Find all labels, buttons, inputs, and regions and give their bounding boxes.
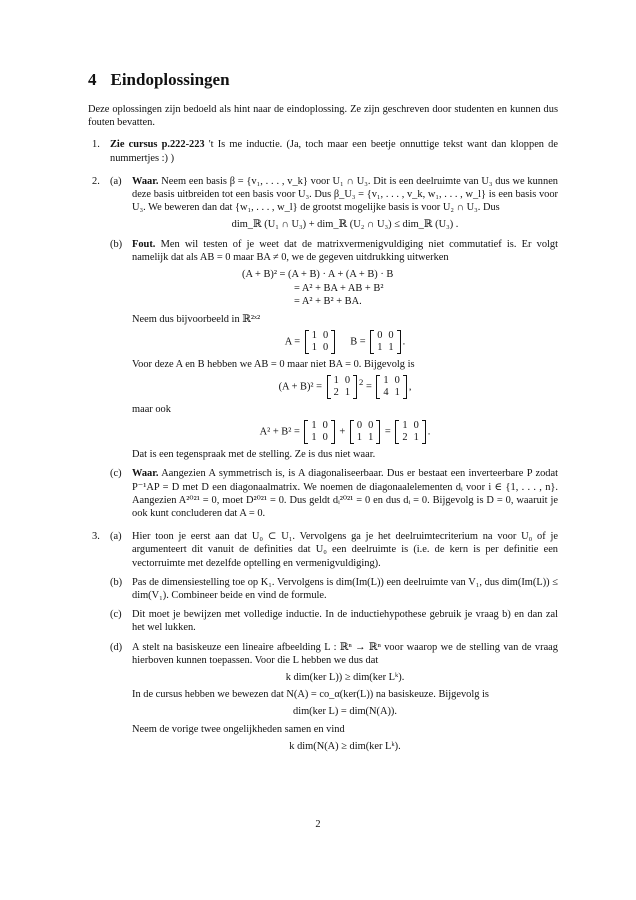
q2a-text: [132, 175, 558, 215]
sub-number: (a): [110, 531, 122, 543]
q1-text: [110, 138, 558, 164]
matrix-entry: 0: [322, 420, 328, 432]
q3d-text2: In de cursus hebben we bewezen dat N(A) = co_α(ker(L)) na basiskeuze. Bijgevolg is: [132, 689, 489, 701]
matrix-entry: 0: [344, 374, 351, 386]
derivation-line-1: (A + B)² = (A + B) · A + (A + B) · B: [242, 269, 394, 281]
section-number: 4: [88, 70, 97, 89]
matrix-entry: 0: [356, 420, 363, 432]
q2b-text5: Dat is een tegenspraak met de stelling. Ze is dus niet waar.: [132, 449, 376, 461]
sub-number: (b): [110, 238, 123, 250]
intro-paragraph: Deze oplossingen zijn bedoeld als hint naar de eindoplossing. Ze zijn geschreven door studenten en kunnen dus fouten bevatten.: [88, 104, 558, 129]
q3-b: [110, 576, 558, 602]
matrix-entry: 2: [333, 386, 339, 398]
derivation-line-2: = A² + BA + AB + B²: [294, 282, 384, 294]
matrix-entry: 1: [368, 432, 374, 444]
matrix-entry: 0: [388, 329, 394, 341]
q2c-verdict: Waar.: [132, 468, 159, 480]
matrix-entry: 1: [356, 432, 363, 444]
q3d-equation-3: k dim(N(A) ≥ dim(ker Lᵏ).: [289, 740, 401, 752]
question-2: [88, 175, 558, 520]
q2b-derivation: [242, 268, 558, 309]
q2-b: [110, 238, 558, 462]
q1-body: 't Is me inductie. (Ja, toch maar een beetje onnuttige tekst want dan kloppen de nummertjes :) ): [110, 139, 558, 164]
sub-number: (d): [110, 641, 123, 653]
matrix-b-label: B =: [350, 336, 366, 348]
sub-number: (c): [110, 609, 122, 621]
matrix-entry: 1: [311, 420, 317, 432]
q2a-equation: dim_ℝ (U₁ ∩ U₃) + dim_ℝ (U₂ ∩ U₃) ≤ dim_ℝ (U₃) .: [231, 219, 459, 231]
sub-number: (c): [110, 468, 122, 480]
sub-number: (b): [110, 576, 123, 588]
matrix-definitions: A = 1 0 1 0 B = 0 0 1 1 .: [284, 329, 406, 353]
square-label: (A + B)² =: [278, 381, 322, 393]
q3-subquestions: [110, 530, 558, 753]
matrix-entry: 0: [322, 432, 328, 444]
matrix-b-squared: [350, 420, 380, 444]
question-1: [88, 138, 558, 164]
question-number: 3.: [92, 531, 100, 543]
q2c-body: Aangezien A symmetrisch is, is A diagonaliseerbaar. Dus er bestaat een inverteerbare P zodat P⁻¹AP = D met D een diagonaalmatrix. We noemen de diagonaalelementen dᵢ voor i ∈ {1, . . . , n}. Aangezien A²⁰²¹ = 0, moet D²⁰²¹ = 0. Dus geldt dᵢ²⁰²¹ = 0 en dus dᵢ = 0. Bijgevolg is D = 0, waaruit je ook kunt concluderen dat A = 0.: [132, 468, 558, 519]
matrix-entry: 0: [368, 420, 374, 432]
derivation-line-3: = A² + B² + BA.: [294, 296, 362, 308]
q3b-text: Pas de dimensiestelling toe op K₁. Vervolgens is dim(Im(L)) een deelruimte van V₁, dus dim(Im(L)) ≤ dim(V₁). Combineer beide en vind de formule.: [132, 576, 558, 601]
q3a-text: Hier toon je eerst aan dat U₀ ⊂ U₁. Vervolgens ga je het deelruimtecriterium na voor U₀ of je argumenteert dit vanuit de definities dat U₀ een deelruimte is (i.e. de kern is per definitie een vectorruimte met dezelfde optelling en vermenigvuldiging).: [132, 531, 558, 569]
matrix-a-label: A =: [284, 336, 301, 348]
q3d-text: A stelt na basiskeuze een lineaire afbeelding L : ℝⁿ → ℝⁿ voor waarop we de stelling van de vraag hierboven kunnen toepassen. Voor die L hebben we dus dat: [132, 641, 558, 666]
q3d-text3: Neem de vorige twee ongelijkheden samen en vind: [132, 723, 345, 735]
sum-equation: A² + B² = 1 0 1 0 + 0 0 1 1 = 1 0 2 1 .: [259, 420, 431, 444]
matrix-entry: 1: [413, 432, 419, 444]
matrix-entry: 0: [413, 420, 419, 432]
q2-a: [110, 175, 558, 232]
matrix-entry: 1: [311, 329, 317, 341]
q2-subquestions: [110, 175, 558, 520]
section-title: Eindoplossingen: [110, 70, 230, 89]
matrix-sum-result: [395, 420, 425, 444]
matrix-entry: 4: [383, 386, 389, 398]
q2b-text2: Neem dus bijvoorbeeld in ℝ²ˣ²: [132, 313, 261, 325]
q2b-text4: maar ook: [132, 403, 171, 415]
matrix-square-result: [376, 375, 406, 399]
matrix-entry: 1: [394, 386, 400, 398]
matrix-entry: 1: [311, 432, 317, 444]
sub-number: (a): [110, 175, 122, 187]
matrix-a: [305, 330, 335, 354]
matrix-entry: 1: [402, 420, 408, 432]
matrix-entry: 2: [402, 432, 408, 444]
q2-c: [110, 467, 558, 520]
matrix-entry: 0: [322, 329, 329, 341]
matrix-entry: 0: [394, 374, 400, 386]
matrix-sum: [327, 375, 357, 399]
matrix-entry: 1: [333, 374, 339, 386]
sum-label: A² + B² =: [259, 426, 300, 438]
q1-reference: Zie cursus p.222-223: [110, 139, 205, 151]
q2b-text3: Voor deze A en B hebben we AB = 0 maar niet BA = 0. Bijgevolg is: [132, 358, 415, 370]
question-number: 2.: [92, 175, 100, 187]
q2c-text: [132, 467, 558, 520]
matrix-a-squared: [304, 420, 334, 444]
square-equation: (A + B)² = 1 0 2 1 $^2$ = 1 0 4 1 ,: [278, 374, 412, 398]
q2b-body: Men wil testen of je weet dat de matrixvermenigvuldiging niet commutatief is. Er volgt namelijk dat als AB = 0 maar BA ≠ 0, we de gegeven uitdrukking uitwerken: [132, 238, 558, 263]
q3-c: [110, 608, 558, 634]
q2a-body: Neem een basis β = {v₁, . . . , v_k} voor U₁ ∩ U₃. Dit is een deelruimte van U₃ dus we kunnen deze basis uitbreiden tot een basis voor U₃. Dus β_U₃ = {v₁, . . . , v_k, w₁, . . . , w_l} is een basis voor U₃. We beweren dan dat {w₁, . . . , w_l} de grootst mogelijke basis is voor U₂ ∩ U₃. Dus: [132, 175, 558, 214]
question-3: [88, 530, 558, 753]
q3-d: [110, 641, 558, 753]
q3-a: [110, 530, 558, 570]
q3c-text: Dit moet je bewijzen met volledige inductie. In de inductiehypothese gebruik je vraag b) en dan zal het wel lukken.: [132, 609, 558, 634]
matrix-entry: 0: [377, 329, 383, 341]
page: [88, 70, 558, 763]
page-number: 2: [315, 819, 321, 830]
matrix-entry: 1: [377, 341, 383, 353]
q2b-verdict: Fout.: [132, 238, 156, 250]
q2b-text: [132, 238, 558, 264]
section-heading: [88, 70, 558, 90]
q2a-verdict: Waar.: [132, 175, 159, 187]
matrix-entry: 1: [388, 341, 394, 353]
matrix-entry: 0: [322, 341, 329, 353]
q3d-equation-2: dim(ker L) = dim(N(A)).: [293, 706, 397, 718]
matrix-entry: 1: [311, 341, 317, 353]
q3d-equation-1: k dim(ker L)) ≥ dim(ker Lᵏ).: [285, 671, 405, 683]
solutions-list: [88, 138, 558, 753]
matrix-entry: 1: [383, 374, 389, 386]
question-number: 1.: [92, 139, 100, 151]
matrix-entry: 1: [344, 386, 351, 398]
matrix-b: [370, 330, 400, 354]
